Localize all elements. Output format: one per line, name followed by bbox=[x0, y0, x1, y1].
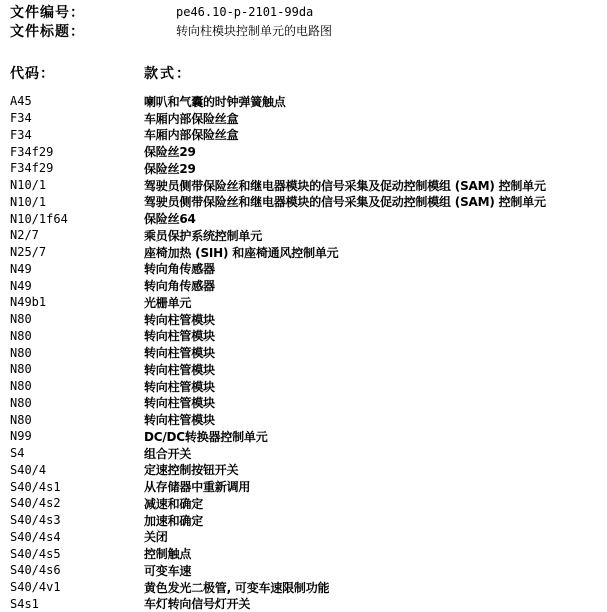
table-row bbox=[10, 143, 607, 160]
table-row bbox=[10, 177, 607, 194]
component-name: 转向角传感器 bbox=[144, 277, 215, 294]
component-name: 转向柱管模块 bbox=[144, 378, 215, 395]
table-row bbox=[10, 562, 607, 579]
document-meta bbox=[10, 2, 600, 40]
component-code: N10/1 bbox=[10, 195, 144, 209]
table-row bbox=[10, 378, 607, 395]
table-row bbox=[10, 277, 607, 294]
component-name: 光栅单元 bbox=[144, 294, 191, 311]
component-code: F34 bbox=[10, 111, 144, 125]
component-name: 加速和确定 bbox=[144, 512, 203, 529]
component-code: S4s1 bbox=[10, 597, 144, 611]
table-row bbox=[10, 361, 607, 378]
component-code: S40/4s1 bbox=[10, 480, 144, 494]
table-row bbox=[10, 227, 607, 244]
component-code: N80 bbox=[10, 329, 144, 343]
component-code: S40/4s6 bbox=[10, 563, 144, 577]
file-number-value: pe46.10-p-2101-99da bbox=[176, 5, 313, 19]
component-name: 车灯转向信号灯开关 bbox=[144, 595, 250, 612]
table-row bbox=[10, 495, 607, 512]
table-row bbox=[10, 344, 607, 361]
component-name: 车厢内部保险丝盒 bbox=[144, 110, 238, 127]
component-code: N80 bbox=[10, 413, 144, 427]
component-name: 转向柱管模块 bbox=[144, 394, 215, 411]
component-code: S40/4 bbox=[10, 463, 144, 477]
table-row bbox=[10, 311, 607, 328]
component-name: 车厢内部保险丝盒 bbox=[144, 126, 238, 143]
table-row bbox=[10, 411, 607, 428]
component-name: 转向柱管模块 bbox=[144, 311, 215, 328]
component-code: S40/4s2 bbox=[10, 496, 144, 510]
component-name: 定速控制按钮开关 bbox=[144, 461, 238, 478]
table-row bbox=[10, 328, 607, 345]
component-code: N80 bbox=[10, 346, 144, 360]
file-title-label: 文件标题： bbox=[10, 21, 176, 41]
component-code: F34f29 bbox=[10, 145, 144, 159]
component-name: 从存储器中重新调用 bbox=[144, 478, 250, 495]
table-header bbox=[10, 63, 600, 83]
table-row bbox=[10, 579, 607, 596]
component-name: 驾驶员侧带保险丝和继电器模块的信号采集及促动控制模组 (SAM) 控制单元 bbox=[144, 193, 546, 210]
table-row bbox=[10, 110, 607, 127]
component-name: 转向柱管模块 bbox=[144, 344, 215, 361]
file-title-row bbox=[10, 21, 600, 40]
name-column-header: 款式： bbox=[144, 63, 192, 83]
table-row bbox=[10, 244, 607, 261]
component-code: N80 bbox=[10, 362, 144, 376]
table-row bbox=[10, 395, 607, 412]
file-title-value: 转向柱模块控制单元的电路图 bbox=[176, 22, 332, 39]
component-code: S40/4s3 bbox=[10, 513, 144, 527]
component-code: N2/7 bbox=[10, 228, 144, 242]
table-row bbox=[10, 194, 607, 211]
file-number-label: 文件编号： bbox=[10, 2, 176, 22]
table-row bbox=[10, 512, 607, 529]
component-name: 组合开关 bbox=[144, 445, 191, 462]
table-row bbox=[10, 93, 607, 110]
component-code: N10/1f64 bbox=[10, 212, 144, 226]
component-code: S40/4s5 bbox=[10, 547, 144, 561]
component-name: 喇叭和气囊的时钟弹簧触点 bbox=[144, 93, 286, 110]
component-name: 座椅加热 (SIH) 和座椅通风控制单元 bbox=[144, 244, 338, 261]
table-row bbox=[10, 127, 607, 144]
component-code: S40/4v1 bbox=[10, 580, 144, 594]
table-row bbox=[10, 428, 607, 445]
component-code: N25/7 bbox=[10, 245, 144, 259]
code-column-header: 代码： bbox=[10, 63, 144, 83]
component-code: N10/1 bbox=[10, 178, 144, 192]
table-row bbox=[10, 294, 607, 311]
component-code: N99 bbox=[10, 429, 144, 443]
component-code: N49 bbox=[10, 262, 144, 276]
component-code: S40/4s4 bbox=[10, 530, 144, 544]
component-name: 转向柱管模块 bbox=[144, 411, 215, 428]
component-name: 黄色发光二极管, 可变车速限制功能 bbox=[144, 579, 329, 596]
component-code: N49b1 bbox=[10, 295, 144, 309]
component-name: 控制触点 bbox=[144, 545, 191, 562]
component-list bbox=[10, 93, 607, 612]
table-row bbox=[10, 261, 607, 278]
component-name: 乘员保护系统控制单元 bbox=[144, 227, 262, 244]
table-row bbox=[10, 462, 607, 479]
table-row bbox=[10, 529, 607, 546]
component-code: N80 bbox=[10, 396, 144, 410]
component-name: 转向柱管模块 bbox=[144, 327, 215, 344]
component-code: F34f29 bbox=[10, 161, 144, 175]
component-code: A45 bbox=[10, 94, 144, 108]
table-row bbox=[10, 596, 607, 612]
component-name: DC/DC转换器控制单元 bbox=[144, 428, 268, 445]
table-row bbox=[10, 445, 607, 462]
table-row bbox=[10, 478, 607, 495]
component-code: N80 bbox=[10, 379, 144, 393]
component-name: 减速和确定 bbox=[144, 495, 203, 512]
component-code: F34 bbox=[10, 128, 144, 142]
component-name: 关闭 bbox=[144, 528, 168, 545]
component-code: N80 bbox=[10, 312, 144, 326]
component-name: 可变车速 bbox=[144, 562, 191, 579]
component-name: 驾驶员侧带保险丝和继电器模块的信号采集及促动控制模组 (SAM) 控制单元 bbox=[144, 177, 546, 194]
component-name: 转向角传感器 bbox=[144, 260, 215, 277]
table-row bbox=[10, 210, 607, 227]
table-row bbox=[10, 160, 607, 177]
component-code: S4 bbox=[10, 446, 144, 460]
component-name: 保险丝29 bbox=[144, 160, 196, 177]
component-code: N49 bbox=[10, 279, 144, 293]
file-number-row bbox=[10, 2, 600, 21]
component-name: 转向柱管模块 bbox=[144, 361, 215, 378]
component-name: 保险丝64 bbox=[144, 210, 196, 227]
table-row bbox=[10, 545, 607, 562]
component-name: 保险丝29 bbox=[144, 143, 196, 160]
